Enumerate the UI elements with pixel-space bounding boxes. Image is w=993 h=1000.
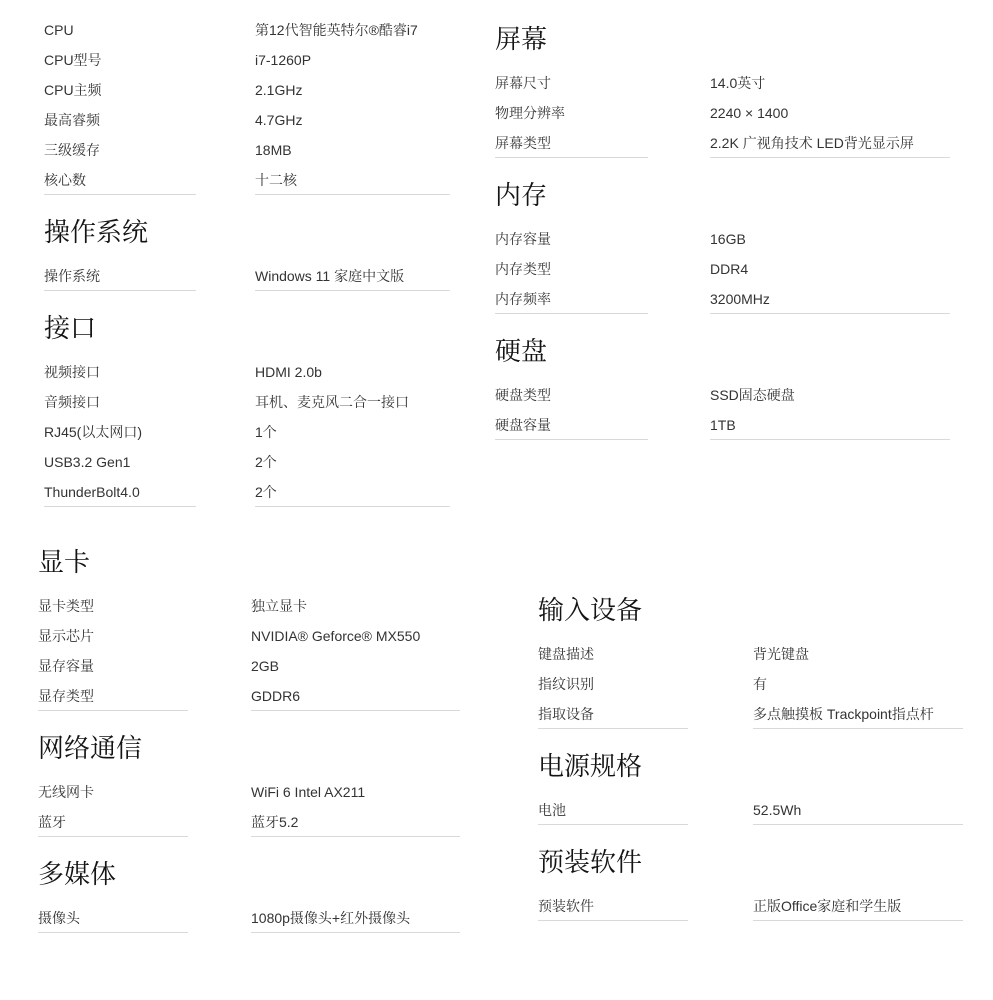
spec-value: 2240 × 1400 <box>710 105 789 121</box>
spec-section <box>44 15 450 195</box>
spec-label: ThunderBolt4.0 <box>44 477 196 507</box>
section-title: 内存 <box>495 180 548 210</box>
spec-value: 1个 <box>255 424 277 440</box>
spec-value: Windows 11 家庭中文版 <box>255 261 450 291</box>
section-title: 硬盘 <box>495 336 548 366</box>
spec-value: 2个 <box>255 454 277 470</box>
spec-label: RJ45(以太网口) <box>44 424 143 440</box>
spec-row <box>44 357 450 387</box>
spec-value: 18MB <box>255 142 292 158</box>
spec-label: 电池 <box>538 795 688 825</box>
section-title: 电源规格 <box>538 751 643 781</box>
spec-section <box>538 849 963 921</box>
spec-value: i7-1260P <box>255 52 312 68</box>
spec-block-left-upper <box>44 15 450 507</box>
spec-row <box>495 254 950 284</box>
section-title: 多媒体 <box>38 859 117 889</box>
spec-row <box>495 98 950 128</box>
spec-row <box>38 621 460 651</box>
spec-value: 背光键盘 <box>753 646 809 662</box>
spec-label: 视频接口 <box>44 364 100 380</box>
spec-section <box>538 753 963 825</box>
spec-value: SSD固态硬盘 <box>710 387 795 403</box>
spec-value: 4.7GHz <box>255 112 303 128</box>
spec-row <box>38 777 460 807</box>
spec-row <box>44 135 450 165</box>
spec-value: 第12代智能英特尔®酷睿i7 <box>255 22 418 38</box>
spec-label: 无线网卡 <box>38 784 94 800</box>
spec-label: 显存类型 <box>38 681 188 711</box>
spec-label: 音频接口 <box>44 394 100 410</box>
spec-section <box>38 549 460 711</box>
spec-label: 硬盘类型 <box>495 387 551 403</box>
spec-value: HDMI 2.0b <box>255 364 322 380</box>
spec-section <box>38 861 460 933</box>
spec-value: 多点触摸板 Trackpoint指点杆 <box>753 699 963 729</box>
spec-label: 三级缓存 <box>44 142 100 158</box>
spec-row <box>538 639 963 669</box>
spec-label: 指纹识别 <box>538 676 594 692</box>
spec-label: 内存容量 <box>495 231 551 247</box>
spec-label: 核心数 <box>44 165 196 195</box>
spec-label: 内存频率 <box>495 284 648 314</box>
spec-block-left-lower <box>38 549 460 933</box>
spec-value: 独立显卡 <box>251 598 307 614</box>
spec-label: 显卡类型 <box>38 598 94 614</box>
spec-row <box>495 128 950 158</box>
spec-label: 蓝牙 <box>38 807 188 837</box>
spec-row <box>38 681 460 711</box>
spec-value: 蓝牙5.2 <box>251 807 460 837</box>
spec-value: DDR4 <box>710 261 749 277</box>
spec-value: 有 <box>753 676 767 692</box>
spec-value: 1080p摄像头+红外摄像头 <box>251 903 460 933</box>
section-title: 屏幕 <box>495 24 548 54</box>
spec-label: 显存容量 <box>38 658 94 674</box>
spec-row <box>38 591 460 621</box>
spec-row <box>38 807 460 837</box>
spec-label: 键盘描述 <box>538 646 594 662</box>
spec-value: WiFi 6 Intel AX211 <box>251 784 366 800</box>
spec-section <box>495 338 950 440</box>
spec-row <box>44 45 450 75</box>
spec-value: 16GB <box>710 231 746 247</box>
spec-row <box>38 651 460 681</box>
section-title: 输入设备 <box>538 595 643 625</box>
spec-value: 十二核 <box>255 165 450 195</box>
spec-row <box>538 669 963 699</box>
spec-section <box>44 219 450 291</box>
spec-value: 2GB <box>251 658 280 674</box>
spec-section <box>38 735 460 837</box>
spec-row <box>538 699 963 729</box>
spec-value: 2个 <box>255 477 450 507</box>
spec-value: 正版Office家庭和学生版 <box>753 891 963 921</box>
section-title: 网络通信 <box>38 733 143 763</box>
spec-label: CPU主频 <box>44 82 102 98</box>
spec-label: USB3.2 Gen1 <box>44 454 131 470</box>
spec-label: 硬盘容量 <box>495 410 648 440</box>
spec-row <box>44 387 450 417</box>
spec-value: 1TB <box>710 410 950 440</box>
spec-row <box>44 105 450 135</box>
spec-section <box>495 182 950 314</box>
spec-value: 2.2K 广视角技术 LED背光显示屏 <box>710 128 950 158</box>
spec-label: 物理分辨率 <box>495 105 565 121</box>
spec-row <box>44 165 450 195</box>
section-title: 显卡 <box>38 547 91 577</box>
spec-value: 耳机、麦克风二合一接口 <box>255 394 409 410</box>
spec-value: 14.0英寸 <box>710 75 766 91</box>
spec-row <box>495 284 950 314</box>
spec-label: 操作系统 <box>44 261 196 291</box>
spec-row <box>44 15 450 45</box>
spec-section <box>495 26 950 158</box>
section-title: 操作系统 <box>44 217 149 247</box>
spec-block-right-upper <box>495 26 950 440</box>
spec-section <box>538 597 963 729</box>
spec-label: 最高睿频 <box>44 112 100 128</box>
spec-row <box>38 903 460 933</box>
spec-label: 显示芯片 <box>38 628 94 644</box>
spec-row <box>538 891 963 921</box>
spec-label: 指取设备 <box>538 699 688 729</box>
spec-label: 预装软件 <box>538 891 688 921</box>
spec-value: GDDR6 <box>251 681 460 711</box>
spec-row <box>44 261 450 291</box>
spec-row <box>538 795 963 825</box>
spec-value: 3200MHz <box>710 284 950 314</box>
spec-row <box>495 410 950 440</box>
spec-row <box>44 477 450 507</box>
spec-section <box>44 315 450 507</box>
spec-value: NVIDIA® Geforce® MX550 <box>251 628 421 644</box>
spec-value: 2.1GHz <box>255 82 303 98</box>
spec-block-right-lower <box>538 597 963 921</box>
section-title: 接口 <box>44 313 97 343</box>
spec-value: 52.5Wh <box>753 795 963 825</box>
section-title: 预装软件 <box>538 847 643 877</box>
spec-row <box>44 417 450 447</box>
spec-row <box>495 68 950 98</box>
spec-row <box>495 224 950 254</box>
spec-label: 摄像头 <box>38 903 188 933</box>
spec-label: 内存类型 <box>495 261 551 277</box>
spec-label: CPU型号 <box>44 52 102 68</box>
spec-row <box>495 380 950 410</box>
spec-row <box>44 447 450 477</box>
spec-label: 屏幕类型 <box>495 128 648 158</box>
spec-row <box>44 75 450 105</box>
spec-label: CPU <box>44 22 74 38</box>
spec-label: 屏幕尺寸 <box>495 75 551 91</box>
